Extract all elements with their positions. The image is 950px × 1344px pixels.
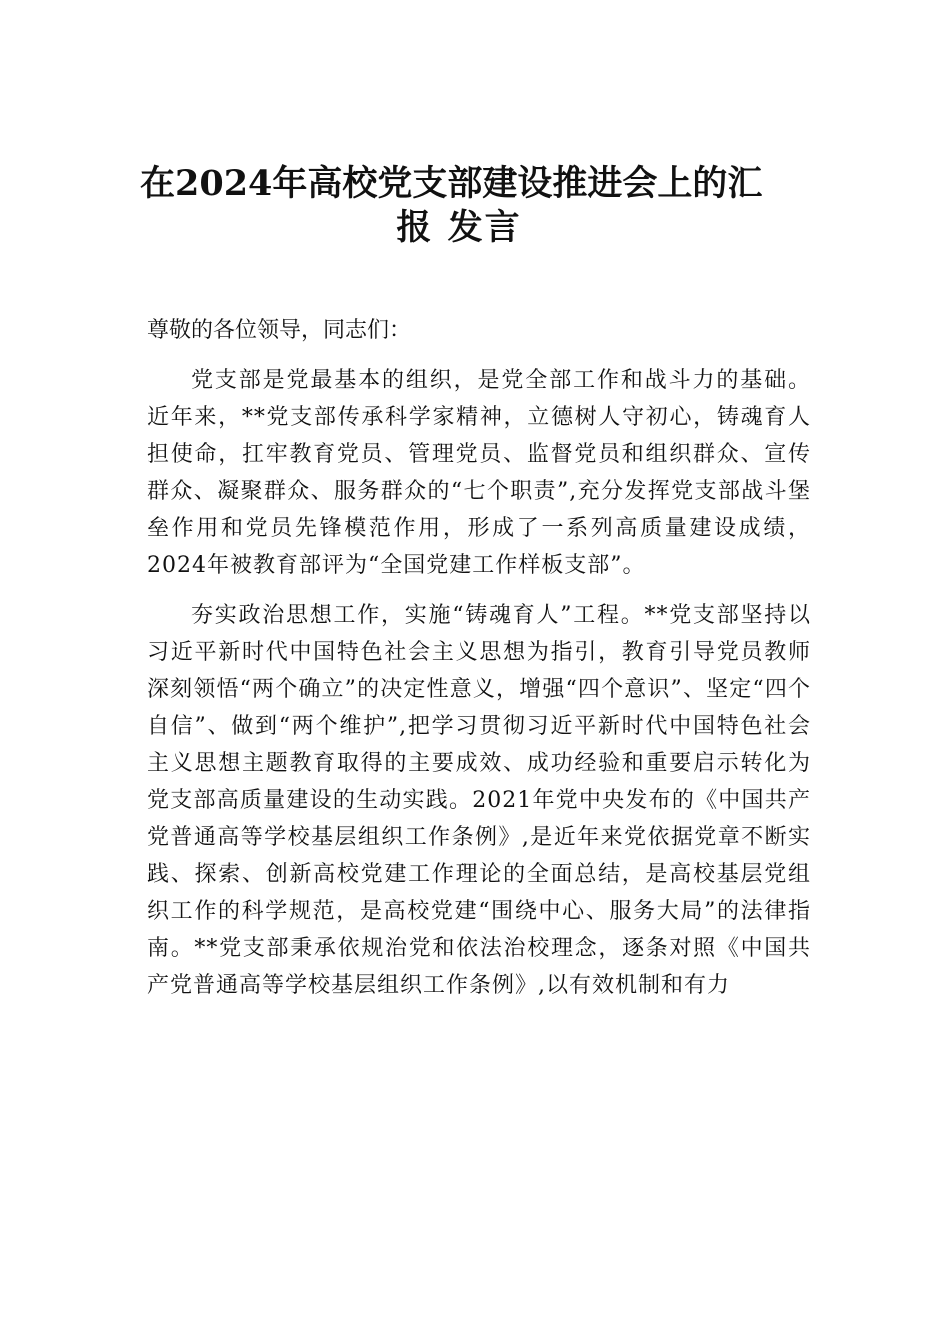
paragraph-1: 党支部是党最基本的组织，是党全部工作和战斗力的基础。近年来，**党支部传承科学家精神，立德树人守初心，铸魂育人担使命，扛牢教育党员、管理党员、监督党员和组织群众、宣传群众、凝聚群众、服务群众的“七个职责”,充分发挥党支部战斗堡垒作用和党员先锋模范作用，形成了一系列高质量建设成绩，2024年被教育部评为“全国党建工作样板支部”。 [147, 368, 811, 578]
salutation: 尊敬的各位领导，同志们： [147, 318, 412, 343]
title-line-2: 报 发言 [396, 207, 522, 248]
title-line-1: 在2024年高校党支部建设推进会上的汇 [140, 163, 763, 204]
paragraph-2: 夯实政治思想工作，实施“铸魂育人”工程。**党支部坚持以习近平新时代中国特色社会主义思想为指引，教育引导党员教师深刻领悟“两个确立”的决定性意义，增强“四个意识”、坚定“四个自信”、做到“两个维护”,把学习贯彻习近平新时代中国特色社会主义思想主题教育取得的主要成效、成功经验和重要启示转化为党支部高质量建设的生动实践。2021年党中央发布的《中国共产党普通高等学校基层组织工作条例》,是近年来党依据党章不断实践、探索、创新高校党建工作理论的全面总结，是高校基层党组织工作的科学规范，是高校党建“围绕中心、服务大局”的法律指南。**党支部秉承依规治党和依法治校理念，逐条对照《中国共产党普通高等学校基层组织工作条例》,以有效机制和有力 [147, 603, 811, 998]
document-body [147, 312, 811, 1004]
document-title [140, 162, 810, 250]
